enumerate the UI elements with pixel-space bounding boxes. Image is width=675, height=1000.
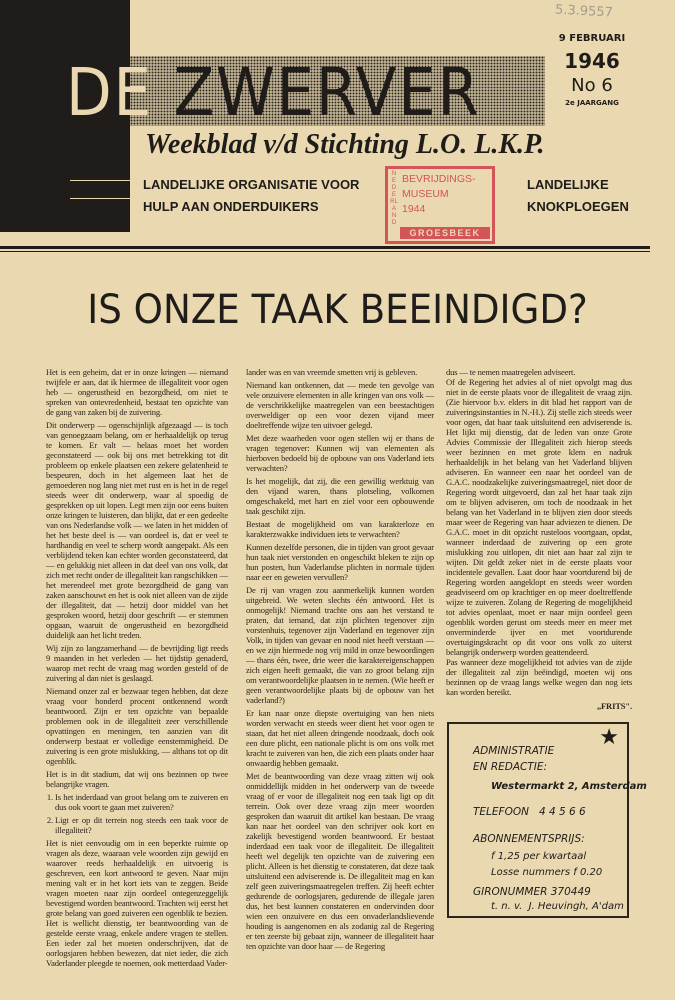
stamp-line: BEVRIJDINGS- <box>402 173 476 185</box>
masthead-tagline: Weekblad v/d Stichting L.O. L.K.P. <box>145 129 545 160</box>
star-icon: ★ <box>599 725 619 750</box>
stamp-text <box>402 172 476 217</box>
info-box <box>447 722 647 918</box>
paragraph: Wij zijn zo langzamerhand — de bevrijding ligt reeds 9 maanden in het verleden — het tijdstip genaderd, waarop met recht de vraag mag worden gesteld of de zuivering al dan niet is geslaagd. <box>46 643 228 683</box>
paragraph: Met de beantwoording van deze vraag zitten wij ook onmiddellijk midden in het onderwerp van de tweede vraag of er voor de illegaliteit nog een taak ligt op dit terrein. Ook over deze vraag zijn meer woorden gesproken dan waaruit dit artikel kan bestaan. De vraag kan naar het oordeel van den schrijver ook kort en zakelijk bevestigend worden beantwoord. Er bestaat inderdaad een taak voor de illegaliteit. De illegaliteit heeft wel degelijk ten opzichte van de zuivering een plicht. Alleen is het dienstig te constateren, dat deze taak uitsluitend een adviserende is. De illegaliteit mag en kan zelf geen zuiveringsmaatregelen treffen. Zij heeft echter gedurende de oorlogsjaren, gedurende de illegale jaren dus, het best kunnen constateren en ondervinden door wien een onzuivere en dus een onvaderlandslievende houding is aangenomen en als zodanig zal de Regering er ten zeerste bij gebaat zijn, wanneer de illegaliteit haar ten opzichte van door haar — de Regering <box>246 771 434 951</box>
stamp-side-text: NEDERLAND <box>390 171 398 226</box>
paragraph: Er kan naar onze diepste overtuiging van hen niets worden verwacht en steeds weer dient het voor ogen te staan, dat het niet alleen dringende noodzaak, doch ook een dure plicht, een nationale plicht is om ons volk met kracht te zuiveren van hen, die zich een plaats onder haar onwaardig hebben gemaakt. <box>246 708 434 768</box>
admin-label: ADMINISTRATIE <box>473 745 555 757</box>
article-column-2 <box>246 367 434 954</box>
paragraph: Het is een geheim, dat er in onze kringen — niemand twijfele er aan, dat ik hiermee de illegaliteit voor ogen heb — ongerustheid en bezorgdheid, om niet te spreken van ontevredenheid, bestaat ten opzichte van de gang van zaken bij de zuivering. <box>46 367 228 417</box>
question-item: 1. Is het inderdaad van groot belang om te zuiveren en dus ook voort te gaan met zuiveren? <box>55 792 228 812</box>
author-signature: ,,FRITS". <box>597 701 632 711</box>
org-right-line: LANDELIJKE <box>527 177 609 192</box>
question-list <box>46 792 228 835</box>
phone: TELEFOON 4 4 5 6 6 <box>473 806 586 818</box>
org-left-line: HULP AAN ONDERDUIKERS <box>143 199 319 214</box>
issue-date: 9 FEBRUARI <box>558 33 626 44</box>
subscription-single: Losse nummers f 0.20 <box>491 867 603 878</box>
admin-label-2: EN REDACTIE: <box>473 761 548 773</box>
paragraph: Kunnen dezelfde personen, die in tijden van groot gevaar hun taak niet verstonden en ongeschikt bleken te zijn op hun posten, hun Vaderlandse plichten in normale tijden naar eer en geweten vervullen? <box>246 542 434 582</box>
paragraph: Het is niet eenvoudig om in een beperkte ruimte op vragen als deze, waaraan vele woorden zijn gewijd en waarover reeds herhaaldelijk en uitvoerig is geschreven, een kort antwoord te geven. Naar mijn mening valt er in het kort iets van te zeggen. Beide vragen moeten naar zijn oordeel ontegenzeggelijk bevestigend worden beantwoord. Trachten wij eerst het grote belang van goed zuiveren een ogenblik te bezien. Het is wellicht dienstig, ter beantwoording van de gestelde eerste vraag, enkele andere vragen te stellen. Een ieder zal het moeten onderschrijven, dat de oorlogsjaren hebben bewezen, dat niet ieder, die zich Vaderlander pleegde te noemen, ook metterdaad Vader- <box>46 838 228 968</box>
paragraph: Niemand onzer zal er bezwaar tegen hebben, dat deze vraag voor honderd procent ontkennend wordt beantwoord. Zijn er ten opzichte van bepaalde problemen ook in de illegaliteit zeer verschillende opvattingen en meningen, ten aanzien van dit onderwerp bestaat er volledige eenstemmigheid. De zuivering is een grote mislukking, — althans tot op dit ogenblik. <box>46 686 228 766</box>
article-headline: IS ONZE TAAK BEEINDIGD? <box>87 287 588 333</box>
giro-name: t. n. v. J. Heuvingh, A'dam <box>491 901 624 912</box>
museum-stamp <box>385 166 495 244</box>
paragraph: dus — te nemen maatregelen adviseert. <box>446 367 576 377</box>
stamp-line: MUSEUM <box>402 188 449 200</box>
issue-info <box>552 32 632 108</box>
address: Westermarkt 2, Amsterdam <box>491 781 647 792</box>
org-left <box>143 174 359 218</box>
org-left-line: LANDELIJKE ORGANISATIE VOOR <box>143 177 360 192</box>
title-de: DE <box>66 54 153 131</box>
title-main: ZWERVER <box>173 54 481 131</box>
issue-year: 1946 <box>564 49 620 73</box>
issue-volume: 2e JAARGANG <box>565 99 619 107</box>
org-right-line: KNOKPLOEGEN <box>527 199 629 214</box>
paragraph: lander was en van vreemde smetten vrij is gebleven. <box>246 367 418 377</box>
article-column-3 <box>446 367 632 711</box>
paragraph: Is het mogelijk, dat zij, die een gewillig werktuig van den vijand waren, thans plotseling, volkomen omgeschakeld, met hart en ziel voor een opbouwende taak geschikt zijn. <box>246 476 434 516</box>
paragraph: Het is in dit stadium, dat wij ons bezinnen op twee belangrijke vragen. <box>46 769 228 789</box>
paragraph: Pas wanneer deze mogelijkheid tot advies van de zijde der illegaliteit zal zijn beëindigd, moeten wij ons bezinnen op de vraag langs welke wegen dan nog iets kan worden bereikt. <box>446 657 632 697</box>
paragraph: De rij van vragen zou aanmerkelijk kunnen worden uitgebreid. We weten slechts één antwoord. Het is onmogelijk! Niemand trachte ons aan het verstand te praten, dat iemand, dat zijn plichten tegenover zijn vorstenhuis, tegenover zijn Vaderland en tegenover zijn Volk, in tijden van gevaar en nood niet heeft verstaan — en we zijn hiermede nog vrij mild in onze bewoordingen — thans één, twee, drie weer die karaktereigenschappen zich eigen heeft gemaakt, die van zo groot belang zijn om verantwoordelijke plaatsen in te nemen. (Wie heeft er geen verantwoordelijke plaats bij de opbouw van het vaderland?) <box>246 585 434 705</box>
masthead-rule-thin <box>0 251 650 252</box>
paragraph: Bestaat de mogelijkheid om van karakterloze en karakterzwakke individuen iets te verwachten? <box>246 519 434 539</box>
paragraph: Of de Regering het advies al of niet opvolgt mag dus niet in de eerste plaats voor de illegaliteit de vraag zijn. (Zie hiervoor b.v. elders in dit blad het rapport van de zuiveringsinstanties in N.-H.). Zij stelle zich steeds weer voor ogen, dat haar taak uitsluitend een adviserende is. Het lijkt mij dienstig, dat de leden van onze Grote Advies Commissie der Illegaliteit zich hierop steeds weer bezinnen en met grote klem en nadruk herhaaldelijk in het belang van het Vaderland blijven adviseren. En wanneer een naar het oordeel van de G.A.C. noodzakelijke zuiveringsmaatregel, niet door de Regering wordt uitgevoerd, dan zal het haar taak zijn om te blijven adviseren, om toch de noodzaak in het belang van het Vaderland in te blijven zien door steeds maar weer de Regering van haar adviezen te dienen. De G.A.C. moet in dit opzicht rusteloos voortgaan, opdat, wanneer inderdaad de zuivering op een grote mislukking zou uitlopen, dit niet aan haar zal zijn te wijten. Dit geldt zeker niet in de eerste plaats voor incidentele gevallen. Laat door haar voortdurend bij de Regering worden aangeklopt en steeds weer worden geadviseerd om op krachtiger en op meer doeltreffende wijze te zuiveren. Zolang de Regering de mogelijkheid tot advies openlaat, moet er naar mijn oordeel geen ogenblik worden gerust om steeds meer en meer met onverminderde ijver en met voortdurende overtuigingskracht op dit voor ons volk zo uiterst belangrijk onderwerp worden geattendeerd. <box>446 377 632 657</box>
article-column-1 <box>46 367 228 971</box>
archive-mark: 5.3.9557 <box>554 2 614 21</box>
subscription-quarter: f 1,25 per kwartaal <box>491 851 587 862</box>
stamp-line: 1944 <box>402 203 426 215</box>
stamp-footer: GROESBEEK <box>400 227 490 239</box>
subscription-label: ABONNEMENTSPRIJS: <box>473 833 585 845</box>
paragraph: Met deze waarheden voor ogen stellen wij er thans de vragen tegenover: Kunnen wij van elementen als hierboven bedoeld bij de opbouw van ons Vaderland iets verwachten? <box>246 433 434 473</box>
paragraph: Niemand kan ontkennen, dat — mede ten gevolge van vele onzuivere elementen in alle kringen van ons volk — de verschrikkelijke maatregelen van een beestachtigen overweldiger op een voor dezen vijand meer doeltreffende wijze ten uitvoer gelegd. <box>246 380 434 430</box>
paragraph: Dit onderwerp — ogenschijnlijk afgezaagd — is toch van genoegzaam belang, om er herhaaldelijk op terug te komen. Er valt — helaas moet het worden geconstateerd — ook bij ons met betrekking tot dit probleem op enkele plaatsen een zekere gelatenheid te bespeuren, doch in het algemeen laat het de gemoederen nog lang niet met rust en is het in de regel steeds weer dit onderwerp, waar al spoedig de gesprekken op uit lopen. Legt men zijn oor eens buiten onze kringen te luisteren, dan blijkt, dat er een gedeelte van ons Nederlandse volk — we laten in het midden of het het beste deel is — van oordeel is, dat er veel te hardhandig en veel te scherp wordt aangepakt. Als een verblijdend teken kan echter worden geconstateerd, dat — en gelukkig niet alleen in dat deel van ons volk, dat zich met recht onder de illegaliteit kan rangschikken — het merendeel met grote bezorgdheid de gang van zaken aanschouwt en het is ook niet alleen van de zijde der illegaliteit, dat — hetzij door middel van het gesproken woord, hetzij door geschrift — er stemmen opgaan, waaruit de ongerustheid en bezorgdheid duidelijk aan het licht treden. <box>46 420 228 640</box>
giro-number: GIRONUMMER 370449 <box>473 886 591 898</box>
masthead-rule <box>0 246 650 249</box>
issue-number: No 6 <box>571 75 613 96</box>
masthead-title <box>66 54 481 131</box>
question-item: 2. Ligt er op dit terrein nog steeds een taak voor de illegaliteit? <box>55 815 228 835</box>
org-right <box>527 174 629 218</box>
